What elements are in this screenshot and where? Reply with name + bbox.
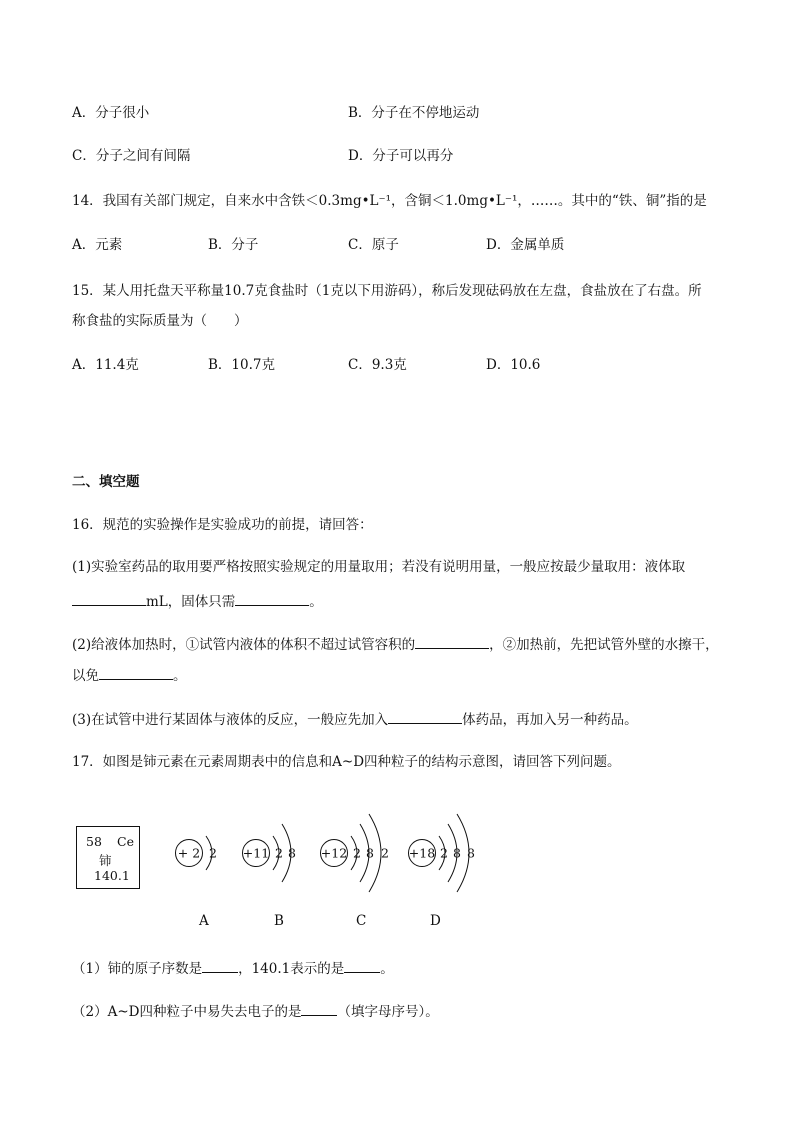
shell-electron-count: 2 [209, 845, 217, 861]
q15-option-d: D．10.6 [486, 357, 541, 373]
q17-stem: 17．如图是铈元素在元素周期表中的信息和A~D四种粒子的结构示意图，请回答下列问题。 [72, 754, 621, 770]
q15-option-b: B．10.7克 [208, 357, 275, 373]
q16-part2-line2: 以免 。 [72, 665, 187, 685]
section-heading-fill-in: 二、填空题 [72, 474, 140, 490]
q15-option-a: A．11.4克 [72, 357, 139, 373]
q13-option-b: B．分子在不停地运动 [348, 105, 480, 121]
shell-electron-count: 2 [381, 845, 389, 861]
q14-stem: 14．我国有关部门规定，自来水中含铁＜0.3mg•L⁻¹，含铜＜1.0mg•L⁻¹，……。其中的“铁、铜”指的是 [72, 193, 707, 209]
particle-c-diagram [321, 814, 389, 892]
shell-electron-count: 2 [275, 845, 283, 861]
particle-d-diagram [409, 814, 476, 892]
q14-option-a: A．元素 [72, 237, 123, 253]
particle-label-c: C [356, 913, 367, 929]
q16-part2-line1: (2)给液体加热时，①试管内液体的体积不超过试管容积的 ，②加热前，先把试管外壁的水擦干， [72, 634, 719, 654]
shell-electron-count: 2 [353, 845, 361, 861]
answer-blank[interactable] [99, 665, 173, 680]
nucleus-charge: +11 [242, 845, 270, 861]
q16-part3: (3)在试管中进行某固体与液体的反应，一般应先加入 体药品，再加入另一种药品。 [72, 709, 638, 729]
answer-blank[interactable] [301, 1001, 337, 1016]
answer-blank[interactable] [202, 958, 238, 973]
q17-sub1: （1）铈的原子序数是 ，140.1表示的是 。 [72, 958, 394, 978]
particle-a-diagram [176, 836, 217, 870]
q13-option-a: A．分子很小 [72, 105, 150, 121]
element-atomic-mass: 140.1 [94, 868, 130, 883]
answer-blank[interactable] [388, 709, 462, 724]
q15-stem-line1: 15．某人用托盘天平称量10.7克食盐时（1克以下用游码），称后发现砝码放在左盘，食盐放在了右盘。所 [72, 283, 702, 299]
element-atomic-number: 58 [86, 834, 102, 849]
element-cell-cerium [76, 826, 140, 889]
nucleus-charge: + 2 [177, 845, 201, 861]
particle-label-a: A [199, 913, 209, 929]
shell-electron-count: 8 [467, 845, 475, 861]
q13-option-d: D．分子可以再分 [348, 148, 454, 164]
nucleus-charge: +12 [320, 845, 348, 861]
q16-part1-line2: mL，固体只需 。 [72, 591, 323, 611]
q16-part1-line1: (1)实验室药品的取用要严格按照实验规定的用量取用；若没有说明用量，一般应按最少量取用：液体取 [72, 559, 686, 575]
particle-label-b: B [274, 913, 284, 929]
answer-blank[interactable] [344, 958, 380, 973]
answer-blank[interactable] [415, 634, 489, 649]
q14-option-b: B．分子 [208, 237, 259, 253]
shell-electron-count: 8 [366, 845, 374, 861]
shell-electron-count: 2 [440, 845, 448, 861]
particle-b-diagram [243, 824, 297, 882]
particle-structure-diagrams [160, 800, 490, 910]
q16-stem: 16．规范的实验操作是实验成功的前提，请回答： [72, 517, 373, 533]
shell-electron-count: 8 [453, 845, 461, 861]
particle-label-d: D [430, 913, 441, 929]
nucleus-charge: +18 [408, 845, 436, 861]
q15-stem-line2: 称食盐的实际质量为（ ） [72, 313, 248, 329]
element-name: 铈 [99, 853, 112, 868]
q17-sub2: （2）A~D四种粒子中易失去电子的是 （填字母序号）。 [72, 1001, 439, 1021]
element-symbol: Ce [117, 834, 134, 849]
q14-option-c: C．原子 [348, 237, 399, 253]
shell-electron-count: 8 [288, 845, 296, 861]
answer-blank[interactable] [235, 591, 309, 606]
q14-option-d: D．金属单质 [486, 237, 565, 253]
answer-blank[interactable] [72, 591, 146, 606]
q13-option-c: C．分子之间有间隔 [72, 148, 191, 164]
q15-option-c: C．9.3克 [348, 357, 407, 373]
